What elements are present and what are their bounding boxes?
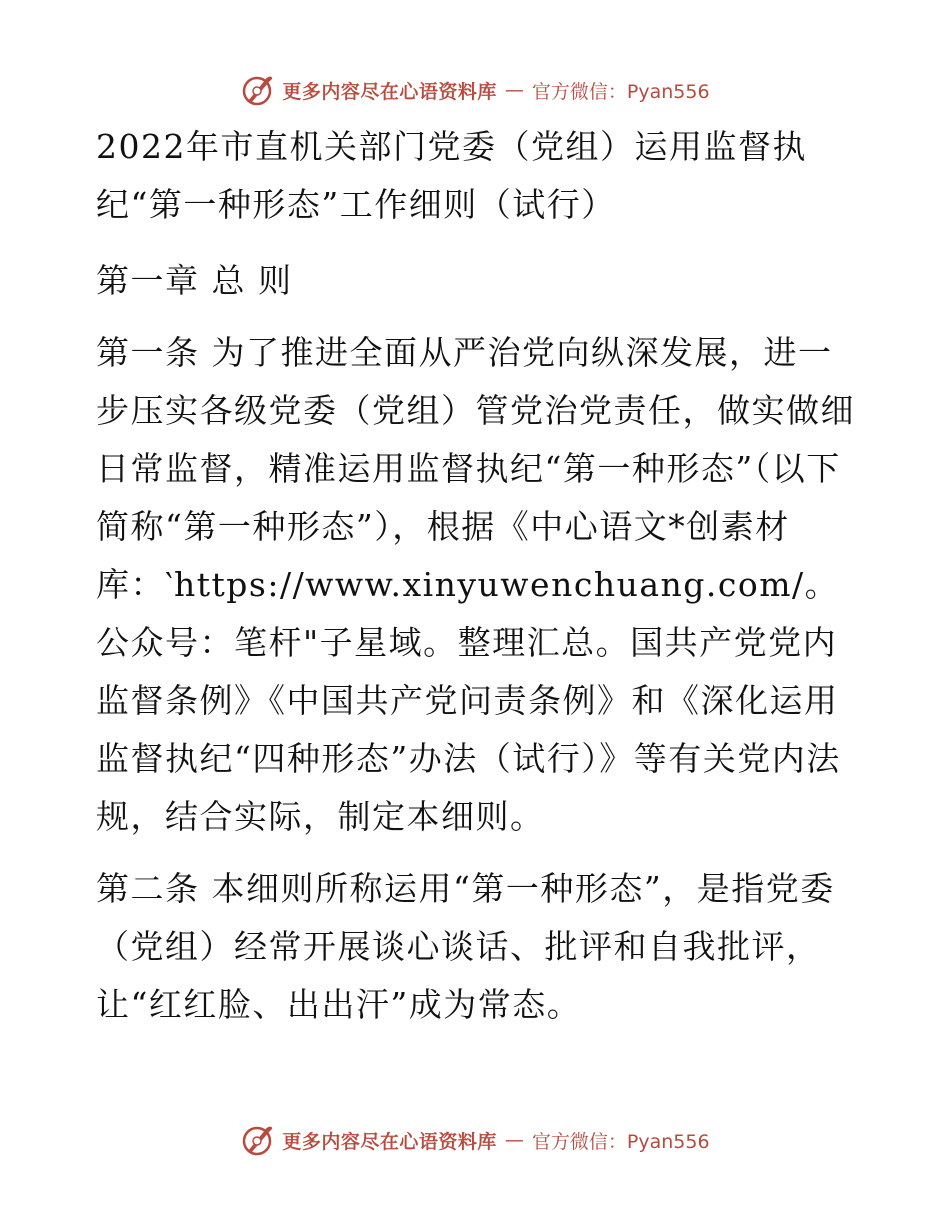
document-title: 2022年市直机关部门党委（党组）运用监督执纪“第一种形态”工作细则（试行） <box>96 127 807 224</box>
banner-dash: — <box>504 1129 524 1151</box>
document-body <box>96 118 856 1048</box>
banner-dash: — <box>504 79 524 101</box>
banner-wechat: 官方微信：Pyan556 <box>531 1130 710 1153</box>
quill-pen-logo-icon <box>240 73 274 107</box>
article-2: 第二条 本细则所称运用“第一种形态”，是指党委（党组）经常开展谈心谈话、批评和自我批评，让“红红脸、出出汗”成为常态。 <box>96 869 835 1024</box>
chapter-heading: 第一章 总 则 <box>96 261 293 300</box>
banner-wechat: 官方微信：Pyan556 <box>531 80 710 103</box>
banner-slogan: 更多内容尽在心语资料库 <box>282 1130 497 1153</box>
quill-pen-logo-icon <box>240 1123 274 1157</box>
article-1: 第一条 为了推进全面从严治党向纵深发展，进一步压实各级党委（党组）管党治党责任，做实做细日常监督，精准运用监督执纪“第一种形态”（以下简称“第一种形态”），根据《中心语文*创素材库：‵https://www.xinyuwenchuang.com/。公众号：笔杆"子星域。整理汇总。国共产党党内监督条例》《中国共产党问责条例》和《深化运用监督执纪“四种形态”办法（试行）》等有关党内法规，结合实际，制定本细则。 <box>96 333 855 836</box>
top-watermark-banner <box>0 70 950 110</box>
bottom-watermark-banner <box>0 1120 950 1160</box>
banner-slogan: 更多内容尽在心语资料库 <box>282 80 497 103</box>
